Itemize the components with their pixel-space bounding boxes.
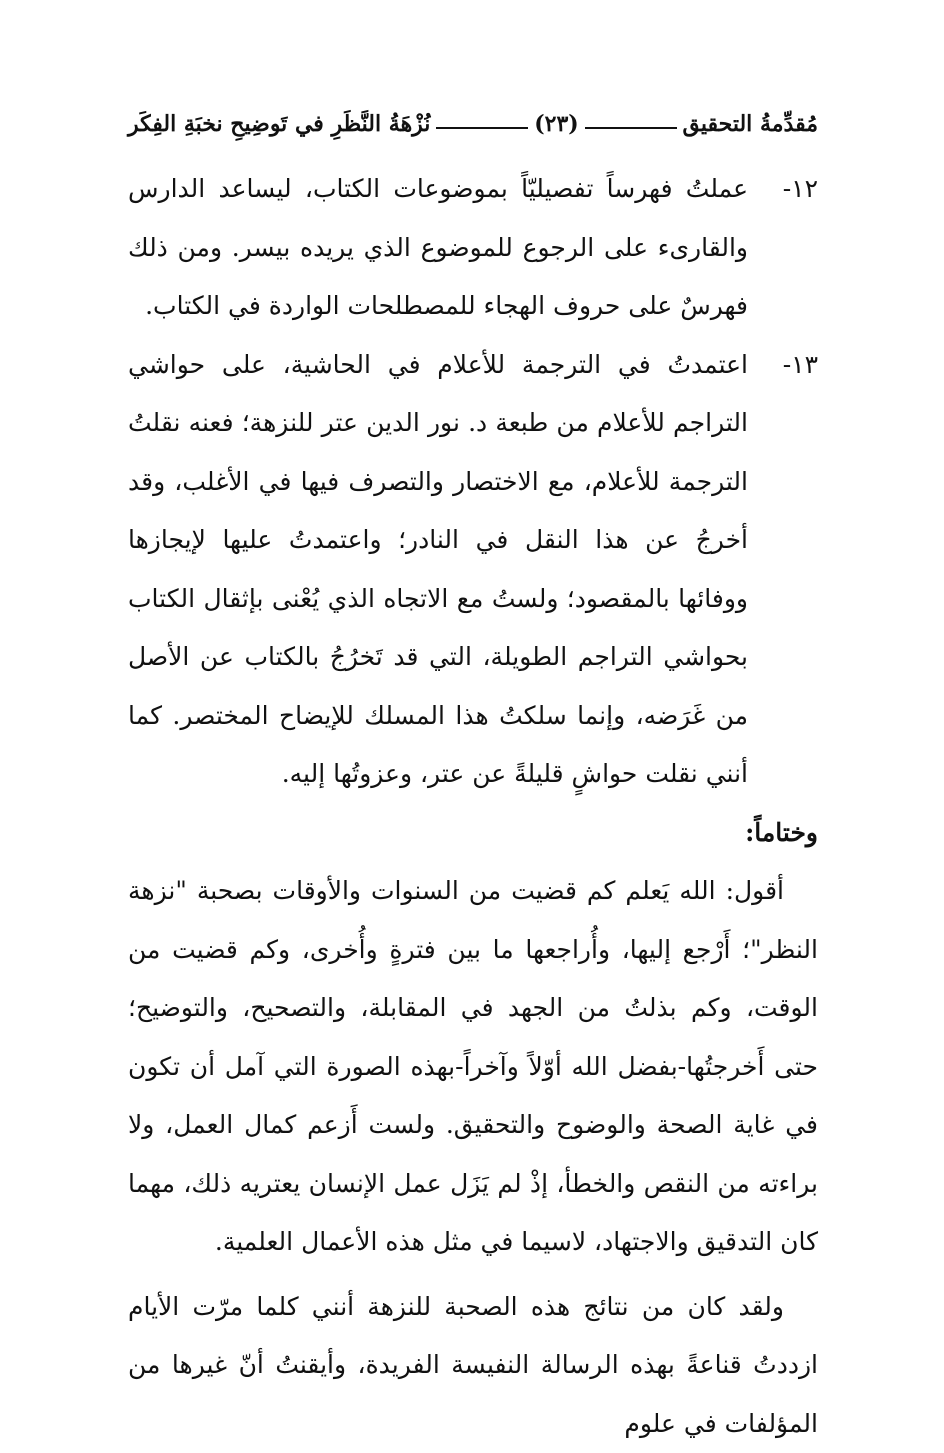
header-rule-right [585, 127, 677, 129]
list-item [128, 336, 818, 804]
book-title: نُزْهَةُ النَّظَرِ في تَوضِيحِ نخبَةِ الفِكَر [128, 111, 430, 137]
section-title: مُقدِّمةُ التحقيق [683, 111, 818, 137]
page-number: (٢٣) [534, 111, 578, 137]
item-number: ١٣- [748, 336, 818, 395]
closing-heading: وختاماً: [128, 804, 818, 863]
item-number: ١٢- [748, 160, 818, 219]
page-body [128, 160, 818, 1453]
paragraph: ولقد كان من نتائج هذه الصحبة للنزهة أنني كلما مرّت الأيام ازددتُ قناعةً بهذه الرسالة النفيسة الفريدة، وأيقنتُ أنّ غيرها من المؤلفات في علوم [128, 1278, 818, 1453]
paragraph: أقول: الله يَعلم كم قضيت من السنوات والأوقات بصحبة "نزهة النظر"؛ أَرْجع إليها، وأُراجعها ما بين فترةٍ وأُخرى، وكم قضيت من الوقت، وكم بذلتُ من الجهد في المقابلة، والتصحيح، والتوضيح؛ حتى أَخرجتُها-بفضل الله أوّلاً وآخراً-بهذه الصورة التي آمل أن تكون في غاية الصحة والوضوح والتحقيق. ولست أَزعم كمال العمل، ولا براءته من النقص والخطأ، إذْ لم يَزَل عمل الإنسان يعتريه ذلك، مهما كان التدقيق والاجتهاد، لاسيما في مثل هذه الأعمال العلمية. [128, 862, 818, 1272]
running-header [128, 104, 818, 144]
item-text: اعتمدتُ في الترجمة للأعلام في الحاشية، على حواشي التراجم للأعلام من طبعة د. نور الدين عتر للنزهة؛ فعنه نقلتُ الترجمة للأعلام، مع الاختصار والتصرف فيها في الأغلب، وقد أخرجُ عن هذا النقل في النادر؛ واعتمدتُ عليها لإيجازها ووفائها بالمقصود؛ ولستُ مع الاتجاه الذي يُعْنى بإثقال الكتاب بحواشي التراجم الطويلة، التي قد تَخرُجُ بالكتاب عن الأصل من غَرَضه، وإنما سلكتُ هذا المسلك للإيضاح المختصر. كما أنني نقلت حواشٍ قليلةً عن عتر، وعزوتُها إليه. [128, 336, 748, 804]
list-item [128, 160, 818, 336]
header-rule-left [436, 127, 528, 129]
item-text: عملتُ فهرساً تفصيليّاً بموضوعات الكتاب، ليساعد الدارس والقارىء على الرجوع للموضوع الذي يريده بيسر. ومن ذلك فهرسٌ على حروف الهجاء للمصطلحات الواردة في الكتاب. [128, 160, 748, 336]
